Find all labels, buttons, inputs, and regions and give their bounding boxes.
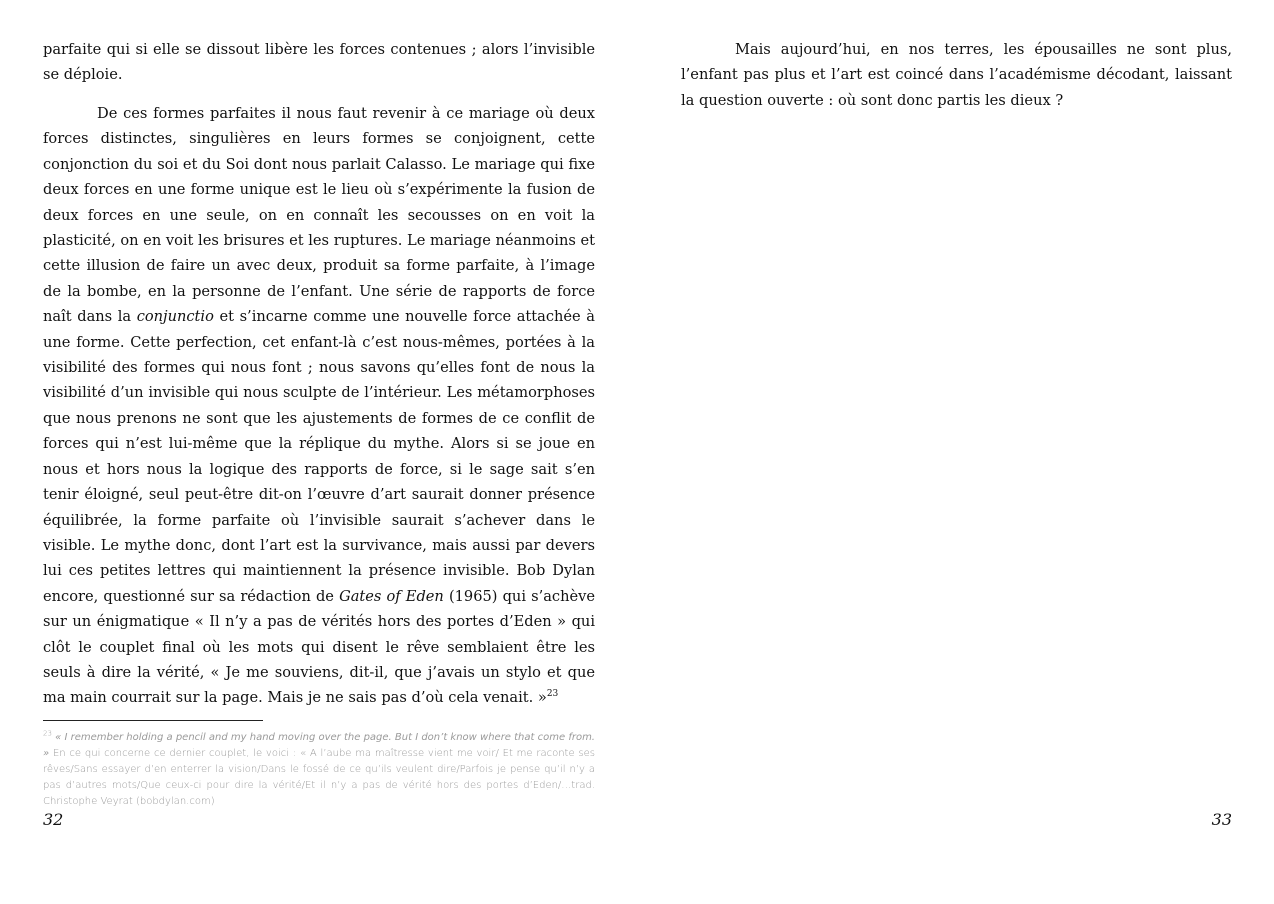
term-conjunctio: conjunctio <box>136 308 214 326</box>
footnote-text: En ce qui concerne ce dernier couplet, le voici : « A l’aube ma maîtresse vient me voir/ Et me raconte ses rêves/Sans essayer d’en enterrer la vision/Dans le fossé de ce qu’ils veulent dire/Parfois je pense qu’il n’y a pas d’autres mots/Que ceux-ci pour dire la vérité/Et il n’y a pas de vérité hors des portes d’Eden/…trad. Christophe Veyrat (bobdylan.com) <box>43 748 595 807</box>
left-page <box>43 0 595 904</box>
right-paragraph: Mais aujourd’hui, en nos terres, les épousailles ne sont plus, l’enfant pas plus et l’art est coincé dans l’académisme décodant, laissant la question ouverte : où sont donc partis les dieux ? <box>681 41 1232 109</box>
page-number-right: 33 <box>1211 810 1232 829</box>
paragraph-text-part-3: (1965) qui s’achève sur un énigmatique « Il n’y a pas de vérités hors des portes d’Eden » qui clôt le couplet final où les mots qui disent le rêve semblaient être les seuls à dire la vérité, « Je me souviens, dit-il, que j’avais un stylo et que ma main courrait sur la page. Mais je ne sais pas d’où cela venait. » <box>43 587 595 707</box>
footnote-reference: 23 <box>546 689 559 700</box>
footnote-quote: « I remember holding a pencil and my hand moving over the page. But I don’t know where that come from. » <box>43 732 595 759</box>
right-page <box>681 0 1232 904</box>
left-paragraph-main <box>43 101 595 711</box>
footnote <box>43 730 595 810</box>
paragraph-text-part-1: De ces formes parfaites il nous faut revenir à ce mariage où deux forces distinctes, singulières en leurs formes se conjoignent, cette conjonction du soi et du Soi dont nous parlait Calasso. Le mariage qui fixe deux forces en une forme unique est le lieu où s’expérimente la fusion de deux forces en une seule, on en connaît les secousses on en voit la plasticité, on en voit les brisures et les ruptures. Le mariage néanmoins et cette illusion de faire un avec deux, produit sa forme parfaite, à l’image de la bombe, en la personne de l’enfant. Une série de rapports de force naît dans la <box>43 105 595 326</box>
page-number-left: 32 <box>43 810 64 829</box>
left-paragraph-continuation: parfaite qui si elle se dissout libère les forces contenues ; alors l’invisible se déploie. <box>43 41 595 84</box>
title-gates-of-eden: Gates of Eden <box>339 587 444 605</box>
footnote-divider <box>43 720 263 721</box>
footnote-number: 23 <box>43 729 52 738</box>
paragraph-text-part-2: et s’incarne comme une nouvelle force attachée à une forme. Cette perfection, cet enfant-là c’est nous-mêmes, portées à la visibilité des formes qui nous font ; nous savons qu’elles font de nous la visibilité d’un invisible qui nous sculpte de l’intérieur. Les métamorphoses que nous prenons ne sont que les ajustements de formes de ce conflit de forces qui n’est lui-même que la réplique du mythe. Alors si se joue en nous et hors nous la logique des rapports de force, si le sage sait s’en tenir éloigné, seul peut-être dit-on l’œuvre d’art saurait donner présence équilibrée, la forme parfaite où l’invisible saurait s’achever dans le visible. Le mythe donc, dont l’art est la survivance, mais aussi par devers lui ces petites lettres qui maintiennent la présence invisible. Bob Dylan encore, questionné sur sa rédaction de <box>43 308 595 605</box>
